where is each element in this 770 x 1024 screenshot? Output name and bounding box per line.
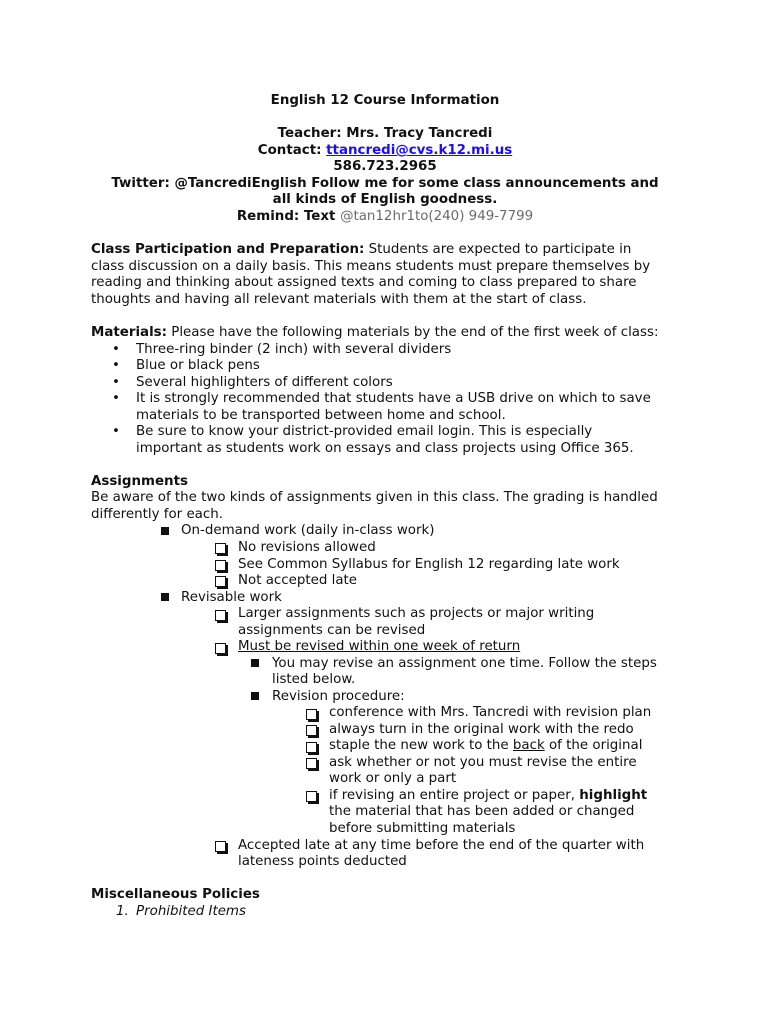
checkbox-bullet-icon [215,610,226,621]
participation-line-1 [91,242,631,259]
checkbox-bullet-icon [215,543,226,554]
revision-step-5-b: highlight [579,788,648,803]
revision-step-4-line-1: ask whether or not you must revise the entire [329,755,637,770]
revision-step-5-a: if revising an entire project or paper, [329,788,580,803]
square-bullet-icon [161,527,169,535]
revisable-sub-1-line-2: assignments can be revised [238,623,426,638]
remind-value: @tan12hr1to(240) 949-7799 [340,209,534,224]
checkbox-bullet-icon [306,742,317,753]
contact-email-link[interactable]: ttancredi@cvs.k12.mi.us [326,143,513,158]
checkbox-bullet-icon [306,758,317,769]
materials-item-5-line-2: important as students work on essays and class projects using Office 365. [136,441,634,456]
checkbox-bullet-icon [306,791,317,802]
revision-step-3-c: of the original [544,738,643,753]
assignments-intro-line-1: Be aware of the two kinds of assignments given in this class. The grading is handled [91,490,658,505]
bullet-icon: • [112,375,120,390]
checkbox-bullet-icon [306,709,317,720]
materials-item-3: Several highlighters of different colors [136,375,393,390]
participation-line-3: reading and thinking about assigned texts and coming to class prepared to share [91,275,637,290]
materials-intro: Please have the following materials by the end of the first week of class: [171,325,659,340]
revision-procedure: Revision procedure: [272,689,405,704]
remind-label: Remind: Text [236,209,336,224]
participation-line-2: class discussion on a daily basis. This means students must prepare themselves by [91,259,651,274]
square-bullet-icon [251,692,259,700]
revise-once-line-1: You may revise an assignment one time. Follow the steps [272,656,657,671]
contact-label: Contact: [257,143,322,158]
misc-item-1-number: 1. [116,904,129,919]
misc-heading: Miscellaneous Policies [91,887,260,902]
assignments-heading: Assignments [91,474,188,489]
checkbox-bullet-icon [215,643,226,654]
document-title: English 12 Course Information [270,93,500,108]
contact-line [60,143,710,160]
revision-step-5-line-1 [329,788,647,805]
remind-line [60,209,710,226]
assignments-intro-line-2: differently for each. [91,507,223,522]
on-demand-sub-3: Not accepted late [238,573,358,588]
phone-line: 586.723.2965 [333,159,437,174]
on-demand-sub-2: See Common Syllabus for English 12 regarding late work [238,557,620,572]
materials-intro-line [91,325,658,342]
revision-step-5-line-2: the material that has been added or changed [329,804,635,819]
teacher-line: Teacher: Mrs. Tracy Tancredi [277,126,493,141]
checkbox-bullet-icon [215,841,226,852]
square-bullet-icon [251,659,259,667]
bullet-icon: • [112,342,120,357]
revision-step-1: conference with Mrs. Tancredi with revision plan [329,705,652,720]
late-line-1: Accepted late at any time before the end of the quarter with [238,838,645,853]
revision-step-3-a: staple the new work to the [329,738,513,753]
revise-once-line-2: listed below. [272,672,356,687]
checkbox-bullet-icon [215,576,226,587]
revision-step-5-line-3: before submitting materials [329,821,516,836]
revision-step-3-b: back [512,738,545,753]
materials-item-2: Blue or black pens [136,358,260,373]
bullet-icon: • [112,358,120,373]
revisable-sub-2: Must be revised within one week of return [238,639,521,654]
materials-item-4-line-2: materials to be transported between home and school. [136,408,506,423]
materials-heading: Materials: [91,325,167,340]
on-demand-sub-1: No revisions allowed [238,540,376,555]
misc-item-1-label: Prohibited Items [136,904,246,919]
materials-item-5-line-1: Be sure to know your district-provided email login. This is especially [136,424,593,439]
participation-line-4: thoughts and having all relevant materials with them at the start of class. [91,292,587,307]
misc-item-1 [116,904,246,921]
checkbox-bullet-icon [215,560,226,571]
checkbox-bullet-icon [306,725,317,736]
late-line-2: lateness points deducted [238,854,407,869]
materials-item-4-line-1: It is strongly recommended that students have a USB drive on which to save [136,391,651,406]
revisable-sub-1-line-1: Larger assignments such as projects or major writing [238,606,595,621]
materials-item-1: Three-ring binder (2 inch) with several dividers [136,342,452,357]
square-bullet-icon [161,593,169,601]
revision-step-4-line-2: work or only a part [329,771,457,786]
bullet-icon: • [112,391,120,406]
participation-heading: Class Participation and Preparation: [91,242,365,257]
revisable-item: Revisable work [181,590,282,605]
revision-step-2: always turn in the original work with the redo [329,722,634,737]
revision-step-3 [329,738,642,755]
bullet-icon: • [112,424,120,439]
twitter-line-2: all kinds of English goodness. [272,192,498,207]
participation-text-1: Students are expected to participate in [368,242,632,257]
twitter-line-1: Twitter: @TancrediEnglish Follow me for some class announcements and [111,176,659,191]
on-demand-item: On-demand work (daily in-class work) [181,523,435,538]
